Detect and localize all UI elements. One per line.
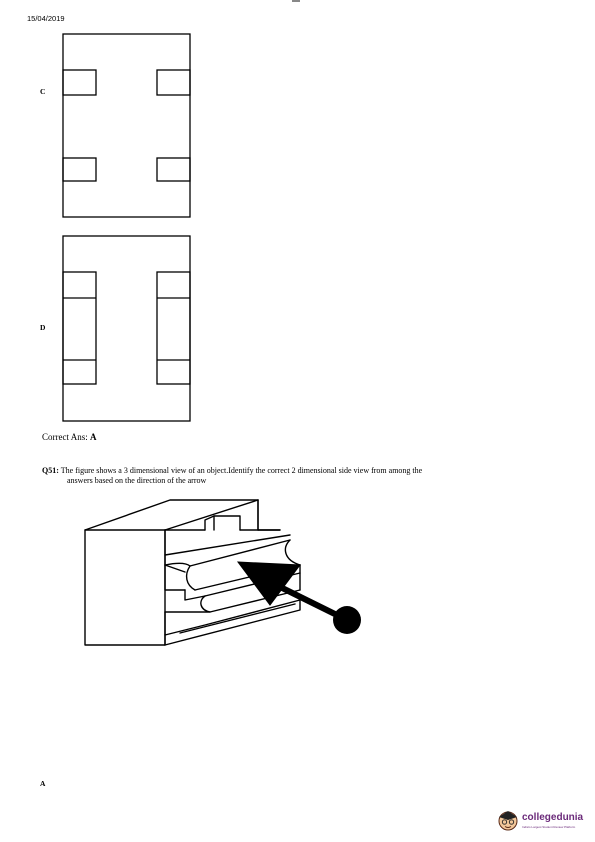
option-a-label: A [40, 779, 46, 788]
question-text-line1: The figure shows a 3 dimensional view of an object.Identify the correct 2 dimensional side view from among the [60, 466, 423, 475]
collegedunia-logo-tagline: India's Largest Student Review Platform [522, 825, 576, 829]
collegedunia-logo-text: collegedunia [522, 812, 584, 823]
correct-answer-value: A [90, 432, 97, 442]
option-d-label: D [40, 323, 46, 332]
page-date: 15/04/2019 [27, 14, 65, 23]
question-text-line2: answers based on the direction of the arrow [67, 476, 207, 485]
collegedunia-logo-icon [496, 808, 520, 832]
question-number: Q51: [42, 466, 59, 475]
option-c-label: C [40, 87, 46, 96]
correct-answer-prefix: Correct Ans: [42, 432, 88, 442]
